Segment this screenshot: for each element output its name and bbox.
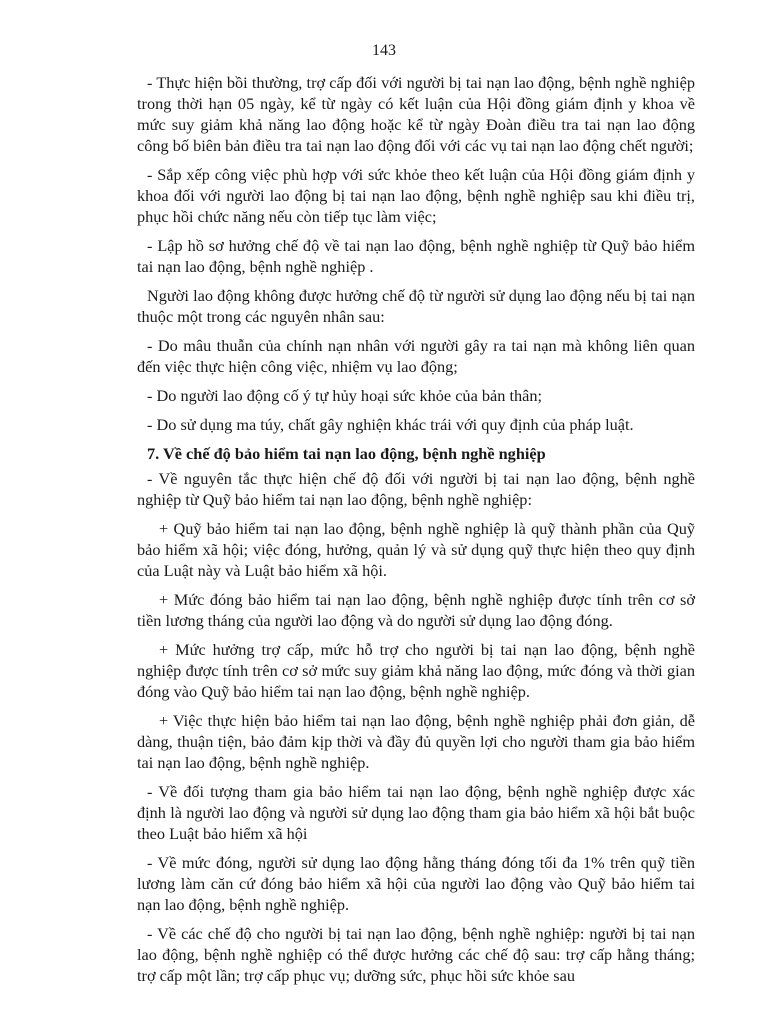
section-heading: 7. Về chế độ bảo hiểm tai nạn lao động, bệnh nghề nghiệp: [147, 444, 546, 463]
page-content: [137, 72, 695, 994]
paragraph: - Về nguyên tắc thực hiện chế độ đối với người bị tai nạn lao động, bệnh nghề nghiệp từ Quỹ bảo hiểm tai nạn lao động, bệnh nghề nghiệp:: [137, 469, 695, 509]
paragraph: - Do người lao động cố ý tự hủy hoại sức khỏe của bản thân;: [147, 386, 542, 405]
paragraph: - Do mâu thuẫn của chính nạn nhân với người gây ra tai nạn mà không liên quan đến việc thực hiện công việc, nhiệm vụ lao động;: [137, 336, 695, 376]
paragraph: - Về đối tượng tham gia bảo hiểm tai nạn lao động, bệnh nghề nghiệp được xác định là người lao động và người sử dụng lao động tham gia bảo hiểm xã hội bắt buộc theo Luật bảo hiểm xã hội: [137, 782, 695, 843]
paragraph: + Mức đóng bảo hiểm tai nạn lao động, bệnh nghề nghiệp được tính trên cơ sở tiền lương tháng của người lao động và do người sử dụng lao động đóng.: [137, 590, 695, 630]
paragraph: - Về các chế độ cho người bị tai nạn lao động, bệnh nghề nghiệp: người bị tai nạn lao động, bệnh nghề nghiệp có thể được hưởng các chế độ sau: trợ cấp hằng tháng; trợ cấp một lần; trợ cấp phục vụ; dưỡng sức, phục hồi sức khỏe sau: [137, 924, 695, 985]
page-number: 143: [372, 42, 396, 59]
paragraph: - Về mức đóng, người sử dụng lao động hằng tháng đóng tối đa 1% trên quỹ tiền lương làm căn cứ đóng bảo hiểm xã hội của người lao động vào Quỹ bảo hiểm tai nạn lao động, bệnh nghề nghiệp.: [137, 853, 695, 914]
paragraph: - Do sử dụng ma túy, chất gây nghiện khác trái với quy định của pháp luật.: [147, 415, 634, 434]
paragraph: - Thực hiện bồi thường, trợ cấp đối với người bị tai nạn lao động, bệnh nghề nghiệp trong thời hạn 05 ngày, kể từ ngày có kết luận của Hội đồng giám định y khoa về mức suy giảm khả năng lao động hoặc kể từ ngày Đoàn điều tra tai nạn lao động công bố biên bản điều tra tai nạn lao động đối với các vụ tai nạn lao động chết người;: [137, 73, 695, 155]
paragraph: + Mức hưởng trợ cấp, mức hỗ trợ cho người bị tai nạn lao động, bệnh nghề nghiệp được tính trên cơ sở mức suy giảm khả năng lao động, mức đóng và thời gian đóng vào Quỹ bảo hiểm tai nạn lao động, bệnh nghề nghiệp.: [137, 640, 695, 701]
paragraph: + Việc thực hiện bảo hiểm tai nạn lao động, bệnh nghề nghiệp phải đơn giản, dễ dàng, thuận tiện, bảo đảm kịp thời và đầy đủ quyền lợi cho người tham gia bảo hiểm tai nạn lao động, bệnh nghề nghiệp.: [137, 711, 695, 772]
paragraph: + Quỹ bảo hiểm tai nạn lao động, bệnh nghề nghiệp là quỹ thành phần của Quỹ bảo hiểm xã hội; việc đóng, hưởng, quản lý và sử dụng quỹ thực hiện theo quy định của Luật này và Luật bảo hiểm xã hội.: [137, 519, 695, 580]
paragraph: Người lao động không được hưởng chế độ từ người sử dụng lao động nếu bị tai nạn thuộc một trong các nguyên nhân sau:: [137, 286, 695, 326]
paragraph: - Lập hồ sơ hưởng chế độ về tai nạn lao động, bệnh nghề nghiệp từ Quỹ bảo hiểm tai nạn lao động, bệnh nghề nghiệp .: [137, 236, 695, 276]
paragraph: - Sắp xếp công việc phù hợp với sức khỏe theo kết luận của Hội đồng giám định y khoa đối với người lao động bị tai nạn lao động, bệnh nghề nghiệp sau khi điều trị, phục hồi chức năng nếu còn tiếp tục làm việc;: [137, 165, 695, 226]
